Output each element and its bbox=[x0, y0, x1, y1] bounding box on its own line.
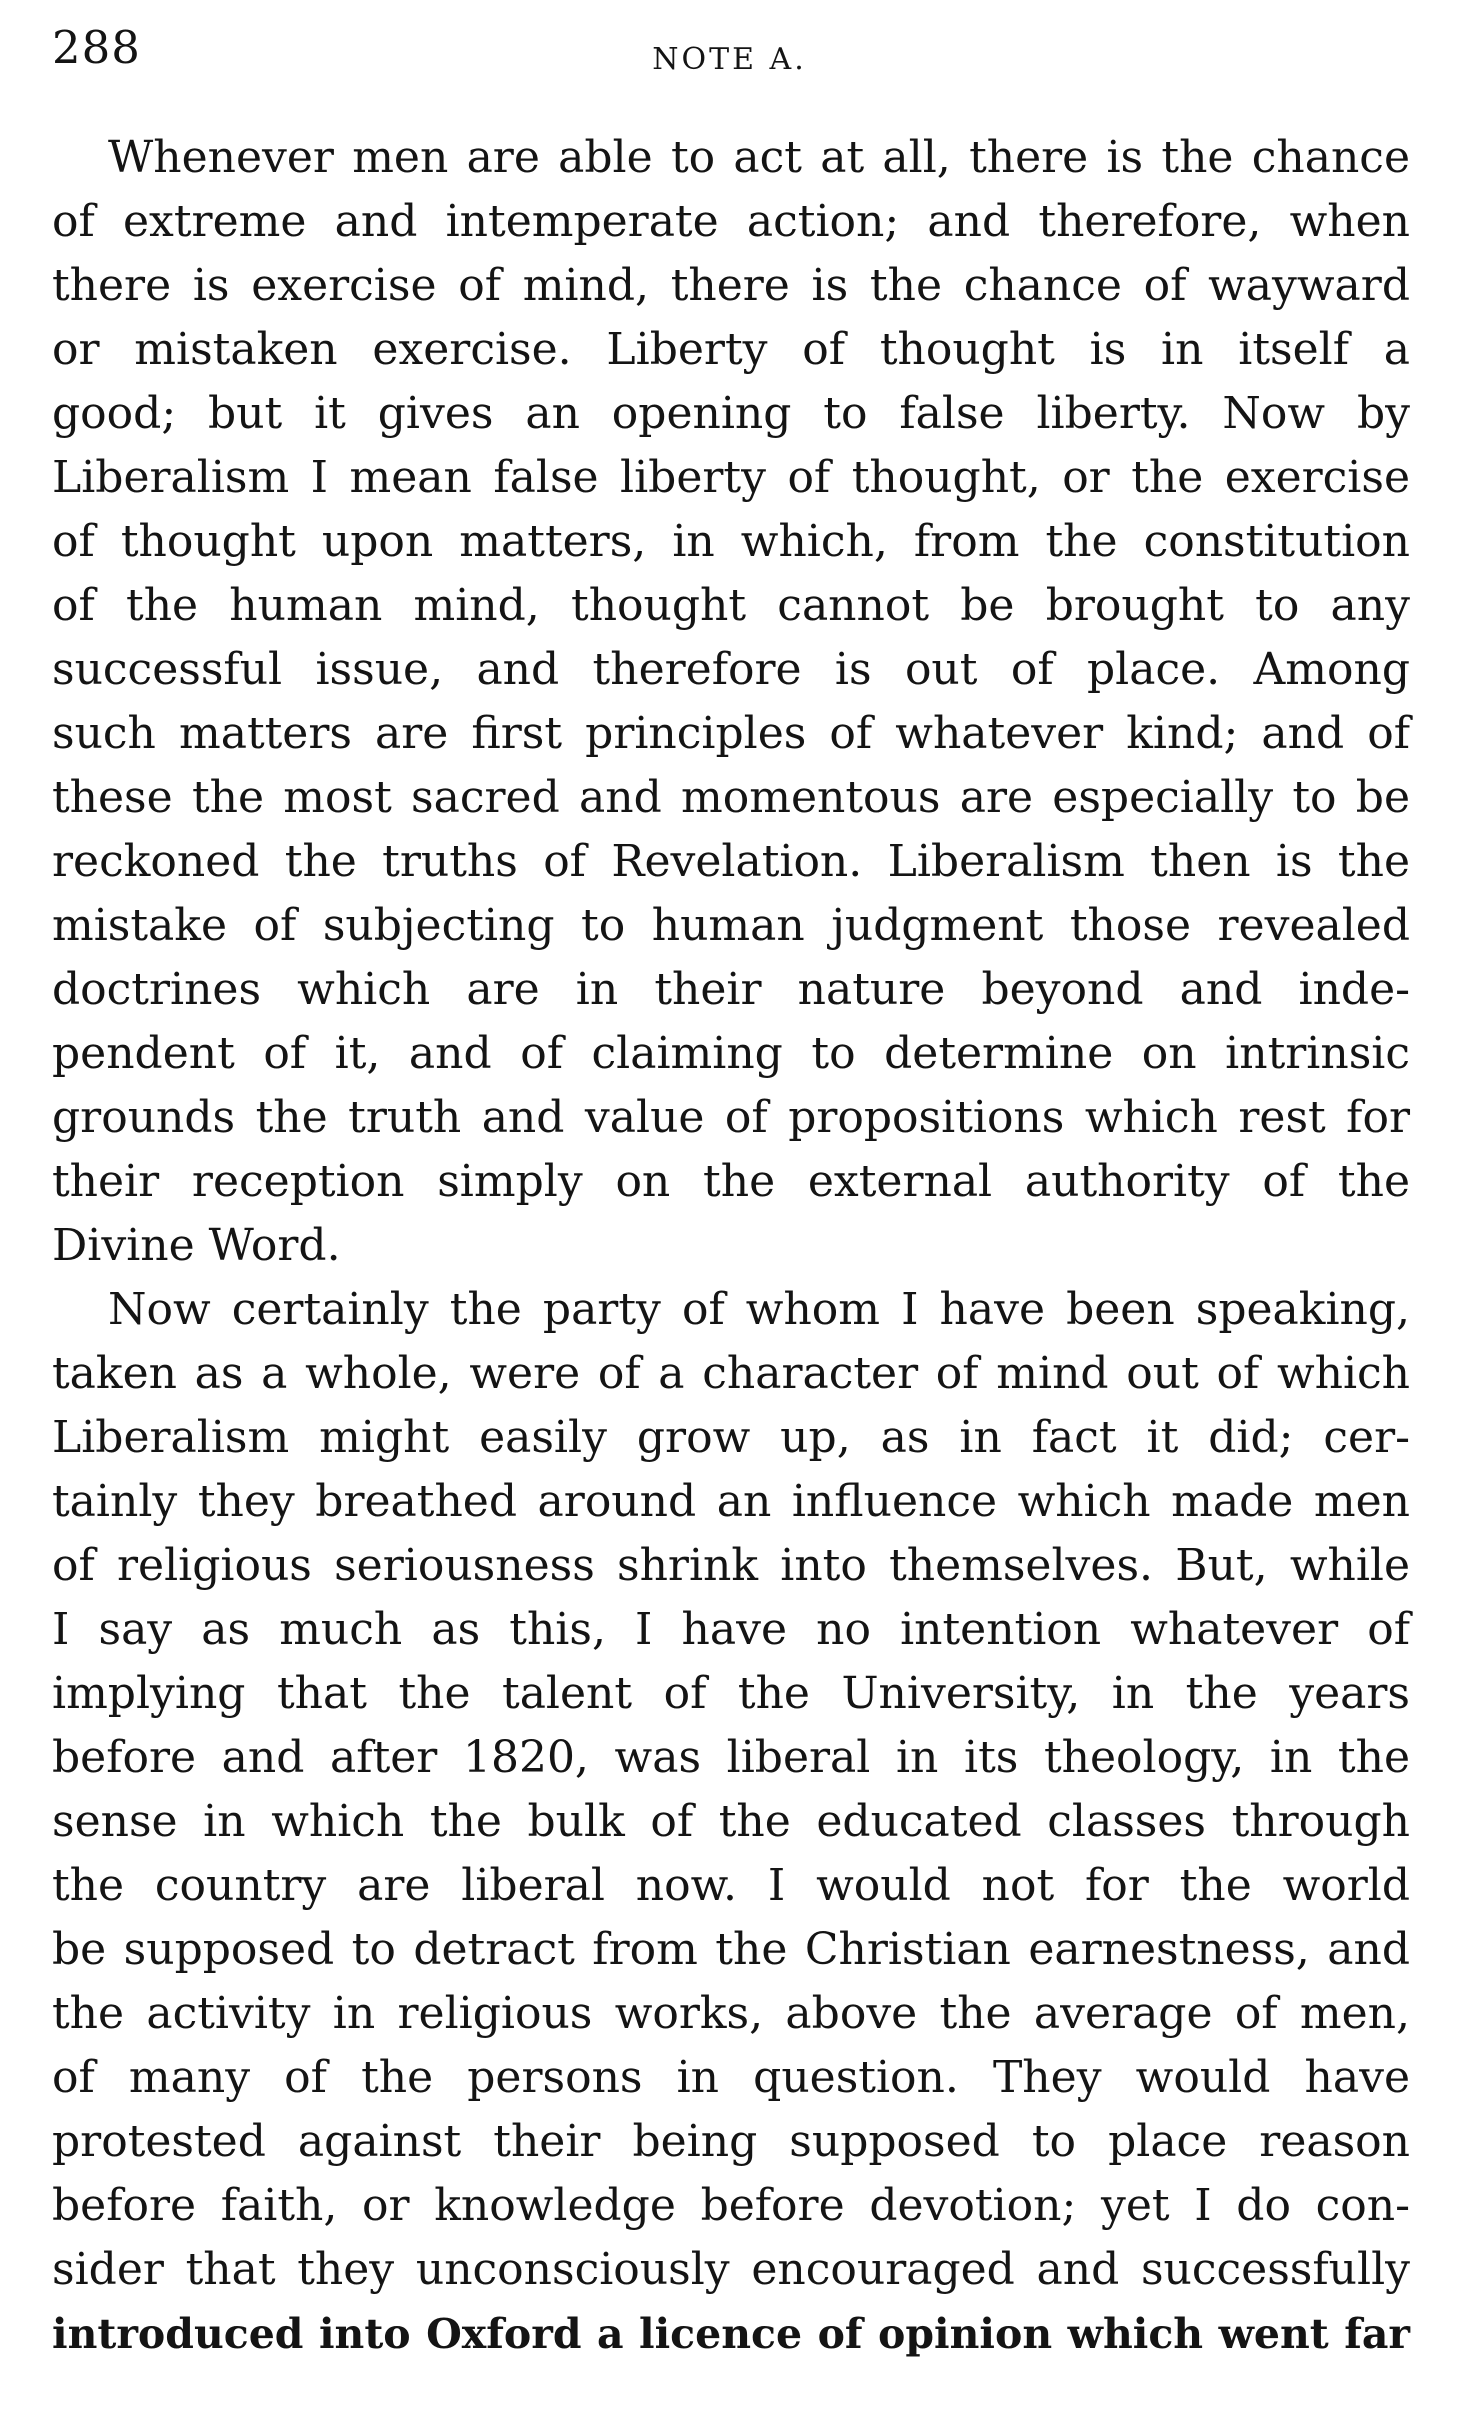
text-line: good; but it gives an opening to false liberty. Now by bbox=[52, 388, 1410, 439]
text-line: Divine Word. bbox=[52, 1220, 341, 1271]
text-line: protested against their being supposed to place reason bbox=[52, 2116, 1410, 2167]
text-line: their reception simply on the external authority of the bbox=[52, 1156, 1410, 1207]
text-line: of religious seriousness shrink into themselves. But, while bbox=[52, 1540, 1410, 1591]
text-line: Whenever men are able to act at all, there is the chance bbox=[108, 132, 1410, 183]
text-line: be supposed to detract from the Christian earnestness, and bbox=[52, 1924, 1410, 1975]
text-line: successful issue, and therefore is out of place. Among bbox=[52, 644, 1410, 695]
text-line: sider that they unconsciously encouraged and successfully bbox=[52, 2244, 1410, 2295]
text-line: of thought upon matters, in which, from the constitution bbox=[52, 516, 1410, 567]
body-text bbox=[52, 126, 1410, 2366]
text-line: Now certainly the party of whom I have been speaking, bbox=[108, 1284, 1410, 1335]
text-line: of extreme and intemperate action; and therefore, when bbox=[52, 196, 1410, 247]
text-line: before and after 1820, was liberal in its theology, in the bbox=[52, 1732, 1410, 1783]
text-line: such matters are first principles of whatever kind; and of bbox=[52, 708, 1410, 759]
paragraph-2 bbox=[52, 1278, 1410, 2366]
page-number: 288 bbox=[52, 21, 141, 74]
text-line: pendent of it, and of claiming to determine on intrinsic bbox=[52, 1028, 1410, 1079]
text-line: Liberalism might easily grow up, as in fact it did; cer- bbox=[52, 1412, 1410, 1463]
text-line: or mistaken exercise. Liberty of thought is in itself a bbox=[52, 324, 1410, 375]
text-line: implying that the talent of the University, in the years bbox=[52, 1668, 1410, 1719]
text-line: sense in which the bulk of the educated classes through bbox=[52, 1796, 1410, 1847]
text-line: before faith, or knowledge before devotion; yet I do con- bbox=[52, 2180, 1410, 2231]
text-line: doctrines which are in their nature beyond and inde- bbox=[52, 964, 1410, 1015]
text-line: of many of the persons in question. They would have bbox=[52, 2052, 1410, 2103]
text-line: the country are liberal now. I would not for the world bbox=[52, 1860, 1410, 1911]
text-line: taken as a whole, were of a character of mind out of which bbox=[52, 1348, 1410, 1399]
text-line: grounds the truth and value of propositions which rest for bbox=[52, 1092, 1410, 1143]
text-line: of the human mind, thought cannot be brought to any bbox=[52, 580, 1410, 631]
text-line: tainly they breathed around an influence which made men bbox=[52, 1476, 1410, 1527]
text-line: Liberalism I mean false liberty of thought, or the exercise bbox=[52, 452, 1410, 503]
text-line: the activity in religious works, above the average of men, bbox=[52, 1988, 1410, 2039]
paragraph-1 bbox=[52, 126, 1410, 1278]
text-line: there is exercise of mind, there is the chance of wayward bbox=[52, 260, 1410, 311]
text-line: reckoned the truths of Revelation. Liberalism then is the bbox=[52, 836, 1410, 887]
text-line: I say as much as this, I have no intention whatever of bbox=[52, 1604, 1410, 1655]
text-line: mistake of subjecting to human judgment those revealed bbox=[52, 900, 1410, 951]
running-head: NOTE A. bbox=[652, 42, 807, 77]
text-line: these the most sacred and momentous are especially to be bbox=[52, 772, 1410, 823]
text-line: introduced into Oxford a licence of opinion which went far bbox=[52, 2310, 1410, 2358]
